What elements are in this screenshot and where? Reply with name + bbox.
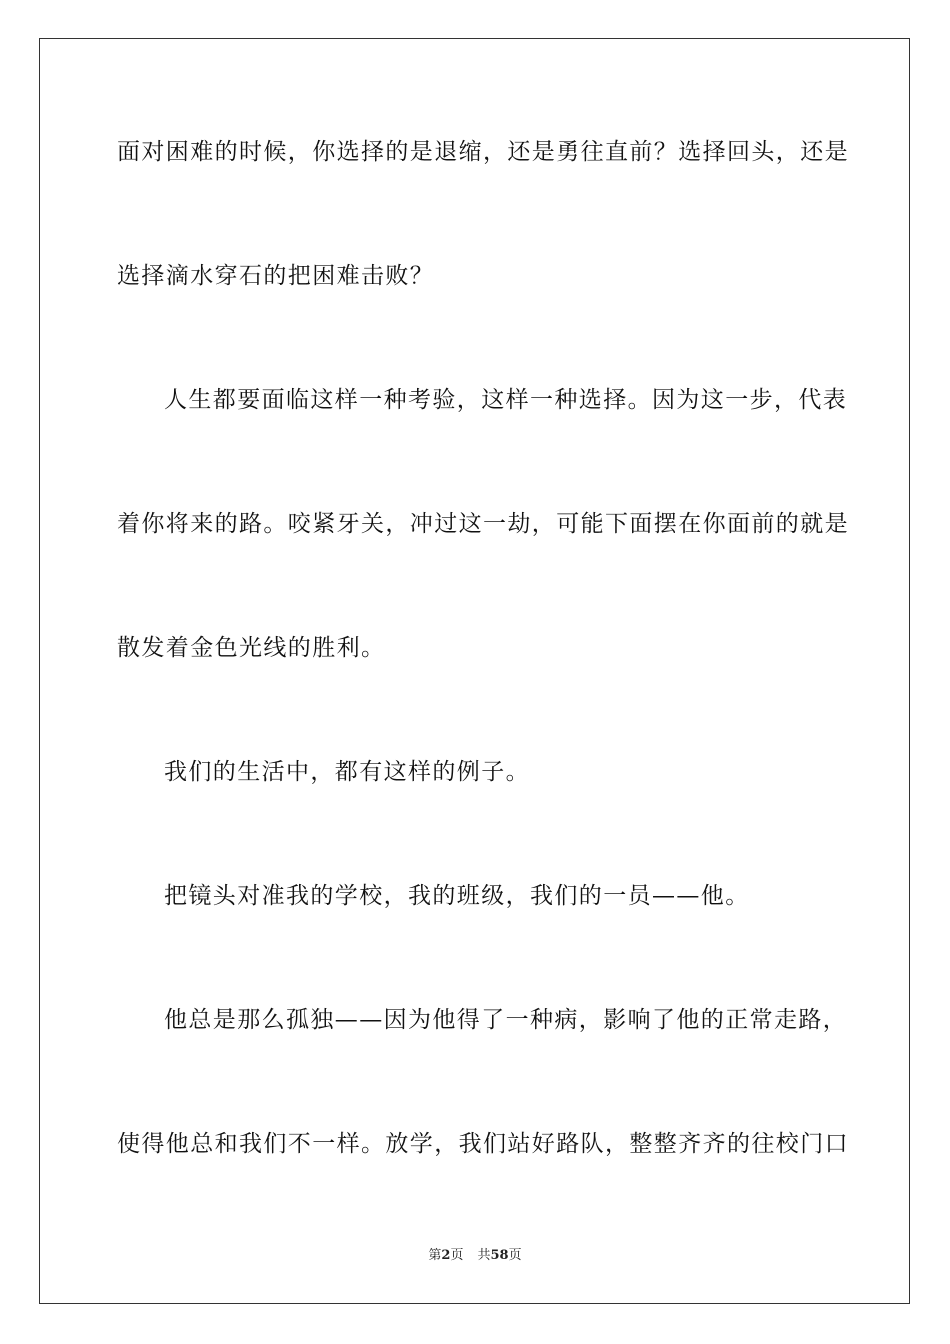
page-footer: [0, 1247, 950, 1265]
paragraph-line: 他总是那么孤独——因为他得了一种病，影响了他的正常走路，: [164, 1007, 848, 1033]
total-pages: 58: [490, 1248, 509, 1263]
paragraph-line: 人生都要面临这样一种考验，这样一种选择。因为这一步，代表: [164, 387, 848, 413]
page-suffix: 页: [450, 1248, 464, 1263]
paragraph-line: 把镜头对准我的学校，我的班级，我们的一员——他。: [164, 883, 750, 909]
total-suffix: 页: [508, 1248, 522, 1263]
page-prefix: 第: [428, 1248, 442, 1263]
paragraph-line: 散发着金色光线的胜利。: [117, 635, 386, 661]
page-border: [39, 38, 910, 1304]
paragraph-line: 着你将来的路。咬紧牙关，冲过这一劫，可能下面摆在你面前的就是: [117, 511, 849, 537]
paragraph-line: 使得他总和我们不一样。放学，我们站好路队，整整齐齐的往校门口: [117, 1131, 849, 1157]
total-prefix: 共: [477, 1248, 491, 1263]
paragraph-line: 面对困难的时候，你选择的是退缩，还是勇往直前？选择回头，还是: [117, 139, 849, 165]
page-number: 2: [441, 1248, 451, 1263]
paragraph-line: 我们的生活中，都有这样的例子。: [164, 759, 530, 785]
paragraph-line: 选择滴水穿石的把困难击败？: [117, 263, 435, 289]
